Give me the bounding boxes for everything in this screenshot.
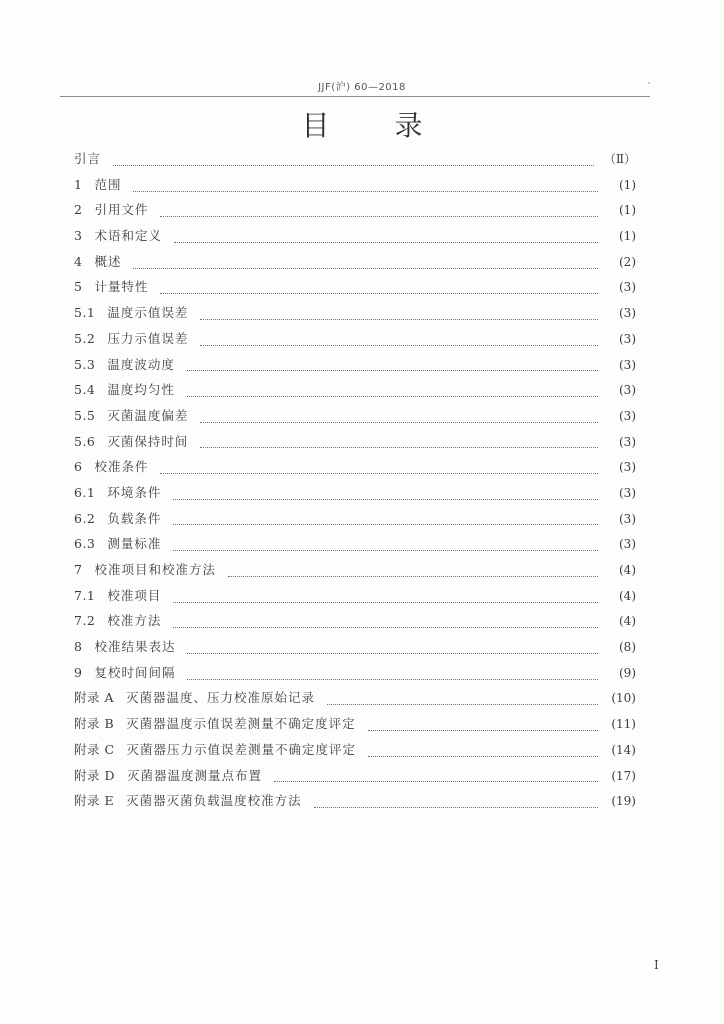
- toc-entry-number: 附录 B: [74, 716, 115, 732]
- toc-entry-title: 范围: [94, 176, 122, 192]
- toc-entry-title: 压力示值误差: [107, 330, 189, 346]
- toc-entry-title: 校准项目: [107, 587, 162, 603]
- toc-entry[interactable]: [74, 304, 636, 330]
- toc-entry-title: 灭菌器压力示值误差测量不确定度评定: [126, 741, 357, 757]
- toc-entry-title: 概述: [94, 253, 122, 269]
- toc-entry[interactable]: [74, 356, 636, 382]
- toc-leader-dots: [200, 318, 598, 320]
- toc-entry-number: 附录 A: [74, 690, 115, 706]
- toc-leader-dots: [133, 190, 598, 192]
- toc-entry-title: 校准项目和校准方法: [94, 562, 216, 577]
- toc-entry-page: (3): [619, 434, 636, 449]
- toc-entry-page: (1): [619, 229, 636, 244]
- toc-entry-number: 5.6: [74, 433, 96, 449]
- toc-entry-number: 1: [74, 176, 83, 192]
- toc-leader-dots: [133, 267, 598, 269]
- toc-entry-page: (3): [619, 280, 636, 295]
- toc-leader-dots: [173, 549, 598, 551]
- toc-entry-page: (9): [619, 665, 636, 680]
- toc-entry-page: (4): [619, 588, 636, 603]
- toc-entry-number: 6.1: [74, 484, 96, 500]
- toc-entry[interactable]: [74, 227, 636, 253]
- toc-entry[interactable]: [74, 664, 636, 690]
- toc-entry[interactable]: [74, 381, 636, 407]
- toc-entry[interactable]: [74, 638, 636, 664]
- toc-entry-title: 复校时间间隔: [94, 664, 176, 680]
- toc-leader-dots: [173, 626, 598, 628]
- table-of-contents: [74, 150, 636, 818]
- toc-entry[interactable]: [74, 253, 636, 279]
- toc-leader-dots: [187, 652, 598, 654]
- toc-entry[interactable]: [74, 201, 636, 227]
- toc-entry[interactable]: [74, 715, 636, 741]
- toc-entry-title: 温度示值误差: [107, 305, 189, 321]
- toc-entry-number: 6: [74, 459, 83, 475]
- toc-entry[interactable]: [74, 150, 636, 176]
- toc-entry-page: (14): [611, 742, 636, 757]
- toc-entry-number: 6.3: [74, 536, 96, 552]
- toc-entry-number: 5: [74, 279, 83, 295]
- toc-entry-title: 灭菌器温度示值误差测量不确定度评定: [126, 716, 356, 732]
- toc-leader-dots: [173, 498, 598, 500]
- toc-entry-page: (11): [611, 717, 636, 732]
- toc-entry[interactable]: [74, 561, 636, 587]
- toc-entry-title: 校准结果表达: [94, 639, 176, 655]
- toc-entry-title: 校准条件: [94, 459, 149, 475]
- toc-entry-page: (10): [611, 691, 636, 706]
- toc-entry-title: 温度波动度: [107, 356, 175, 372]
- toc-leader-dots: [187, 678, 598, 680]
- toc-entry-number: 5.3: [74, 356, 96, 372]
- toc-entry-number: 6.2: [74, 510, 96, 526]
- toc-entry-title: 灭菌器灭菌负载温度校准方法: [126, 793, 302, 809]
- toc-leader-dots: [160, 292, 598, 294]
- toc-entry-page: (3): [619, 511, 636, 526]
- toc-entry-title: 灭菌温度偏差: [107, 407, 189, 423]
- toc-entry-number: 5.1: [74, 305, 96, 321]
- toc-entry-number: 5.5: [74, 407, 96, 423]
- toc-entry-page: (3): [619, 331, 636, 346]
- toc-leader-dots: [200, 446, 598, 448]
- toc-entry[interactable]: [74, 278, 636, 304]
- toc-entry[interactable]: [74, 767, 636, 793]
- toc-leader-dots: [173, 523, 598, 525]
- toc-entry-number: 7.2: [74, 613, 96, 629]
- toc-entry[interactable]: [74, 458, 636, 484]
- toc-entry-page: (1): [619, 203, 636, 218]
- toc-entry-page: (3): [619, 408, 636, 423]
- toc-leader-dots: [113, 164, 594, 166]
- toc-entry-title: 引言: [74, 151, 102, 166]
- toc-entry-page: (2): [619, 254, 636, 269]
- toc-entry-title: 测量标准: [107, 536, 162, 552]
- toc-entry[interactable]: [74, 330, 636, 356]
- toc-entry-page: (3): [619, 306, 636, 321]
- toc-entry-page: (3): [619, 460, 636, 475]
- toc-entry-page: (19): [611, 794, 636, 809]
- toc-leader-dots: [160, 215, 598, 217]
- toc-entry-title: 灭菌保持时间: [107, 433, 189, 449]
- toc-leader-dots: [160, 472, 598, 474]
- toc-leader-dots: [314, 806, 598, 808]
- toc-leader-dots: [187, 369, 598, 371]
- toc-entry[interactable]: [74, 792, 636, 818]
- toc-entry-number: 7: [74, 562, 83, 577]
- toc-entry-number: 附录 C: [74, 741, 115, 757]
- toc-entry-page: （Ⅱ）: [603, 152, 636, 166]
- toc-entry[interactable]: [74, 741, 636, 767]
- toc-entry-number: 7.1: [74, 587, 96, 603]
- toc-leader-dots: [228, 575, 598, 577]
- toc-entry-title: 温度均匀性: [107, 382, 175, 398]
- page-title: 目 录: [301, 109, 451, 142]
- toc-entry-title: 灭菌器温度、压力校准原始记录: [126, 690, 316, 706]
- toc-entry-number: 4: [74, 253, 83, 269]
- header-rule: [60, 96, 650, 97]
- toc-leader-dots: [200, 421, 598, 423]
- toc-entry-number: 8: [74, 639, 83, 655]
- toc-entry-title: 计量特性: [94, 279, 149, 295]
- toc-entry[interactable]: [74, 176, 636, 202]
- toc-entry[interactable]: [74, 587, 636, 613]
- scan-speck: [648, 82, 650, 84]
- toc-entry-title: 灭菌器温度测量点布置: [127, 767, 263, 783]
- toc-entry[interactable]: [74, 407, 636, 433]
- toc-entry[interactable]: [74, 612, 636, 638]
- toc-leader-dots: [368, 755, 598, 757]
- toc-leader-dots: [174, 241, 598, 243]
- page-number: I: [654, 958, 659, 972]
- toc-entry-page: (8): [619, 640, 636, 655]
- toc-entry[interactable]: [74, 689, 636, 715]
- toc-entry-number: 9: [74, 664, 83, 680]
- toc-entry[interactable]: [74, 433, 636, 459]
- toc-entry-number: 3: [74, 228, 83, 244]
- toc-leader-dots: [200, 344, 598, 346]
- toc-entry[interactable]: [74, 535, 636, 561]
- toc-entry[interactable]: [74, 484, 636, 510]
- toc-leader-dots: [173, 601, 598, 603]
- toc-leader-dots: [368, 729, 598, 731]
- toc-entry-page: (1): [619, 177, 636, 192]
- toc-entry-page: (4): [619, 563, 636, 577]
- toc-entry-number: 5.4: [74, 382, 96, 398]
- toc-leader-dots: [187, 395, 598, 397]
- toc-entry[interactable]: [74, 510, 636, 536]
- toc-entry-title: 术语和定义: [94, 228, 162, 244]
- toc-entry-number: 附录 D: [74, 767, 115, 783]
- toc-leader-dots: [274, 780, 598, 782]
- toc-entry-number: 附录 E: [74, 793, 115, 809]
- toc-entry-title: 环境条件: [107, 484, 162, 500]
- toc-entry-number: 5.2: [74, 330, 96, 346]
- toc-leader-dots: [327, 703, 598, 705]
- toc-entry-page: (17): [611, 768, 636, 783]
- toc-entry-title: 负载条件: [107, 510, 162, 526]
- toc-entry-page: (3): [619, 357, 636, 372]
- standard-code-header: JJF(沪) 60—2018: [318, 82, 406, 93]
- toc-entry-number: 2: [74, 202, 83, 218]
- toc-entry-title: 引用文件: [94, 202, 149, 218]
- toc-entry-title: 校准方法: [107, 613, 162, 629]
- toc-entry-page: (3): [619, 485, 636, 500]
- toc-entry-page: (4): [619, 614, 636, 629]
- toc-entry-page: (3): [619, 537, 636, 552]
- toc-entry-page: (3): [619, 383, 636, 398]
